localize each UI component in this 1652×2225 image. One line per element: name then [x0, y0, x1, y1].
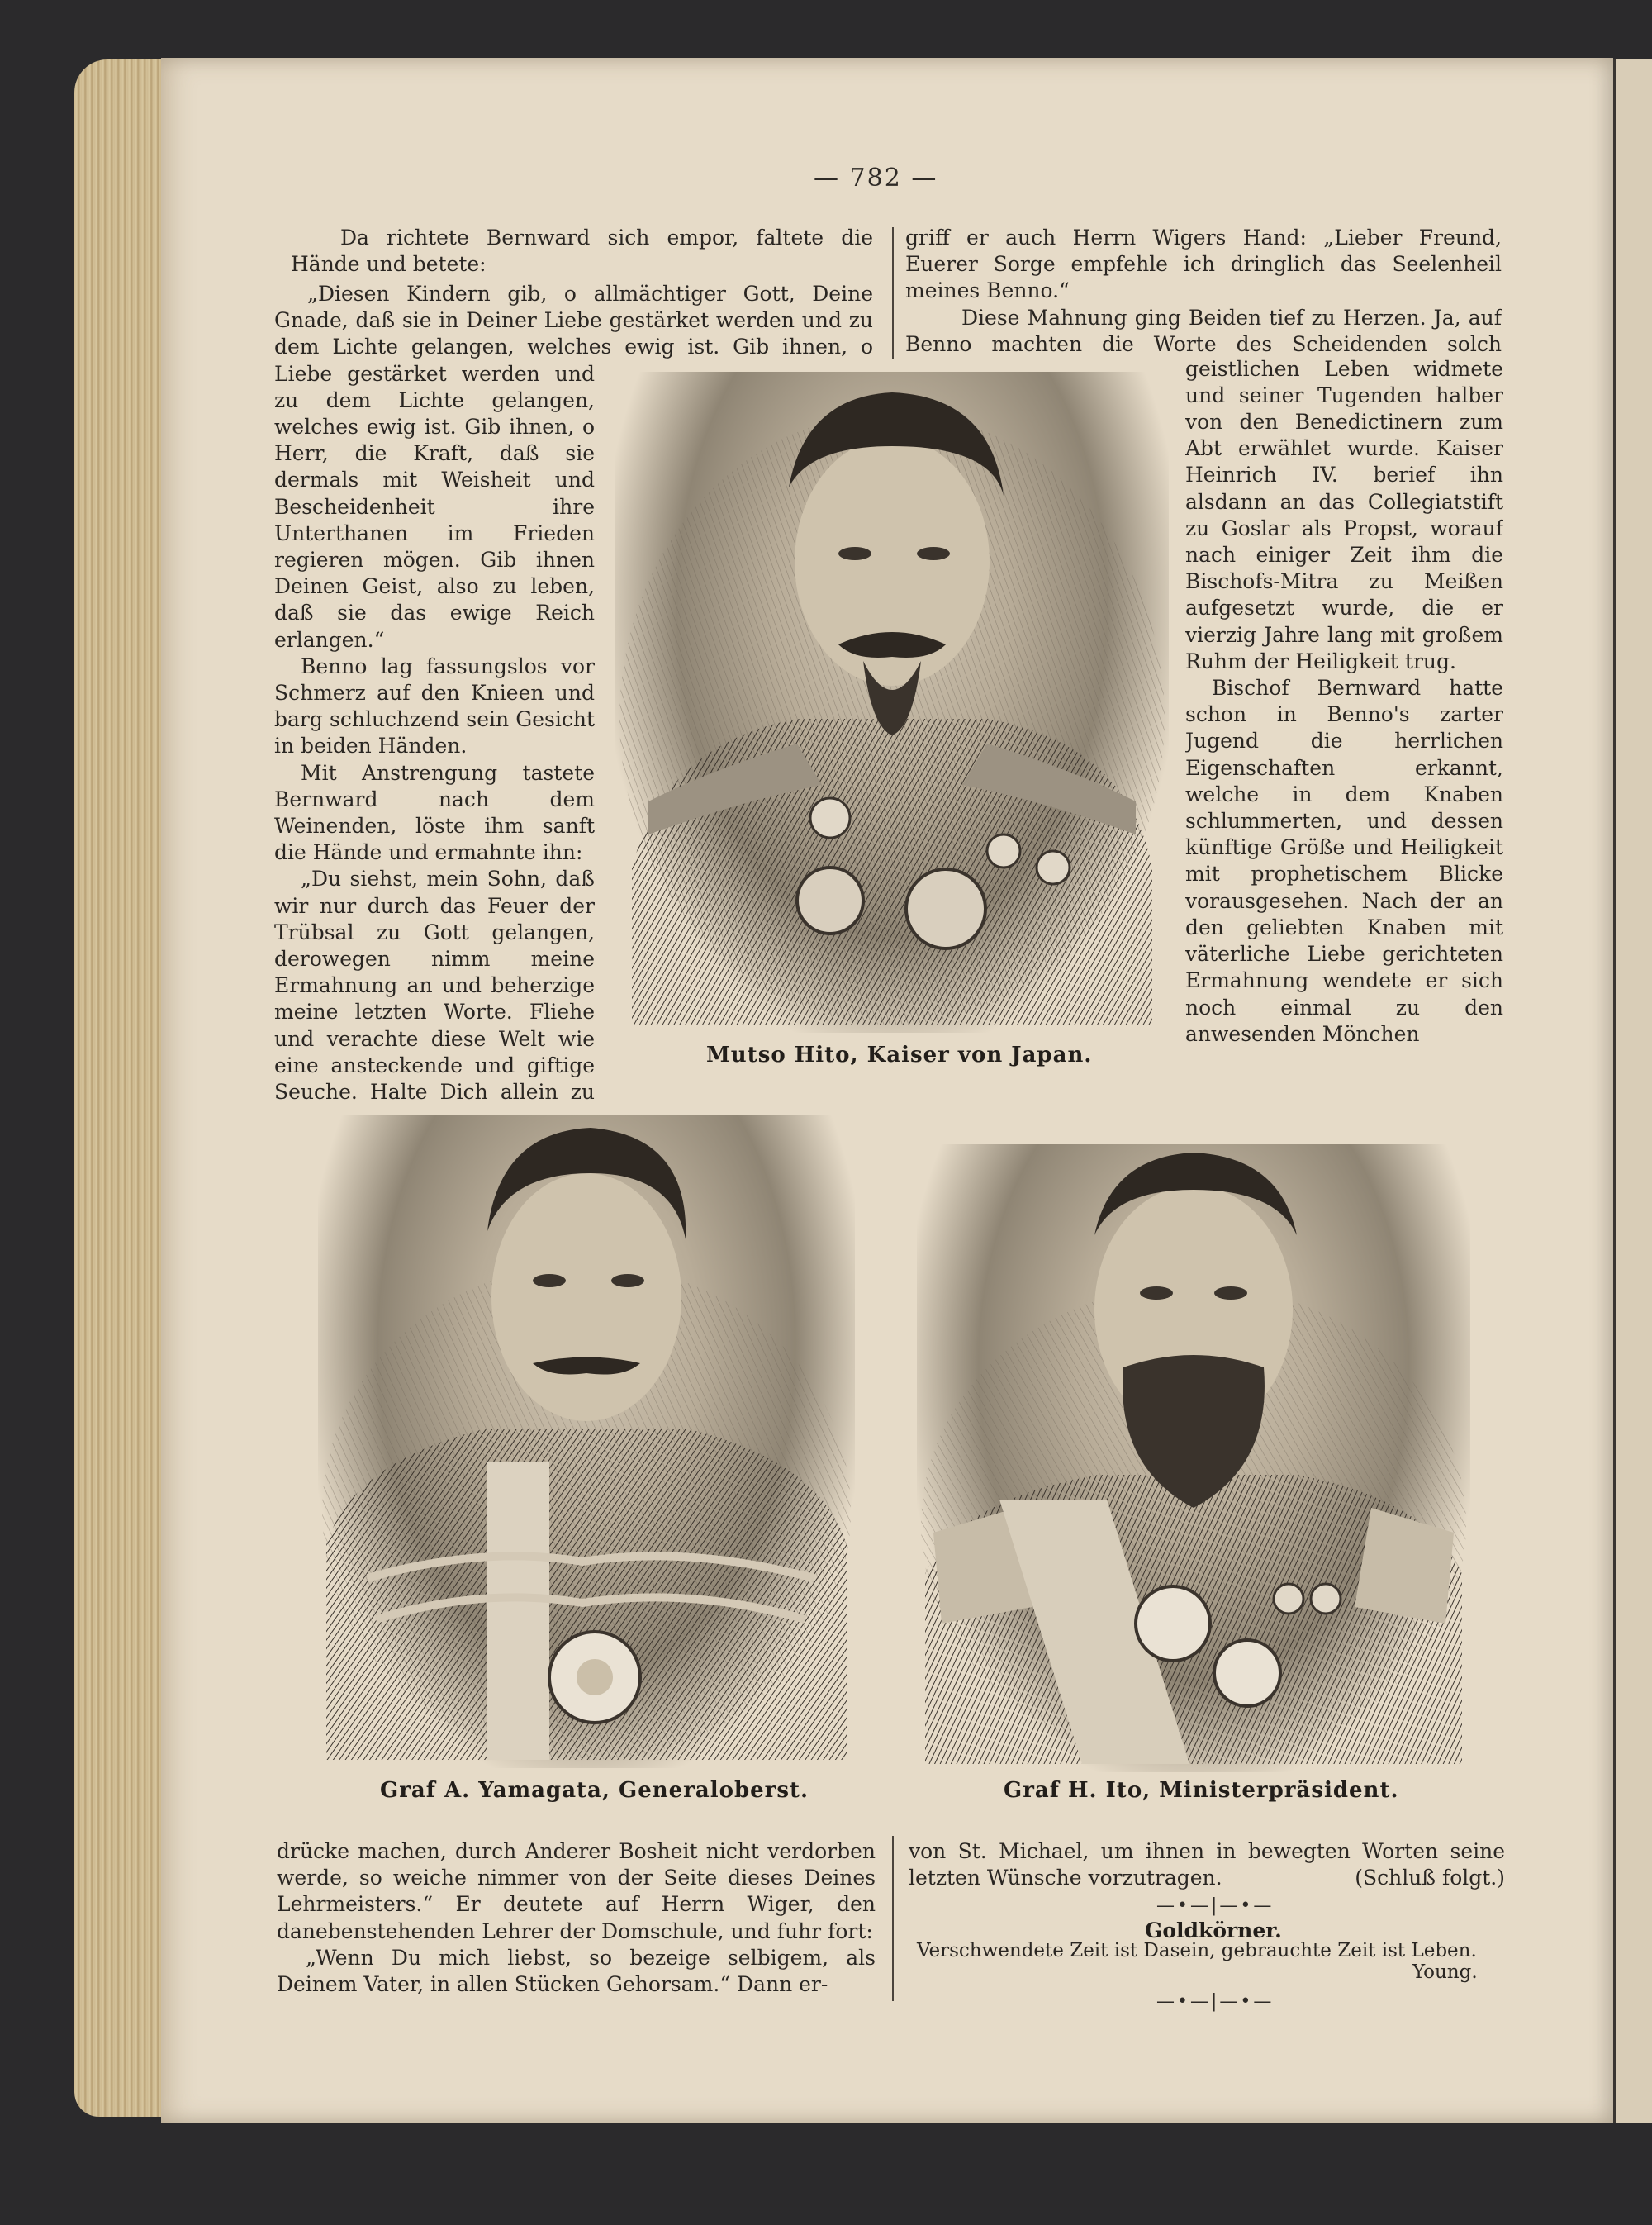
- portrait-yamagata: [318, 1115, 855, 1768]
- paragraph: Bischof Bernward hatte schon in Benno's zarter Jugend die herrlichen Eigenschaften erkannt, welche in dem Knaben schlummerten, und dessen künftige Größe und Heiligkeit mit prophetischem Blicke vorausgesehen. Nach der an den geliebten Knaben mit väterliche Liebe gerichteten Ermahnung wendete er sich noch einmal zu den anwesenden Mönchen: [1185, 676, 1503, 1046]
- paragraph: Diese Mahnung ging Beiden tief zu Herzen. Ja, auf Benno machten die Worte des Scheidenden solch: [905, 305, 1502, 356]
- paragraph-continued: Liebe gestärket werden und zu dem Lichte gelangen, welches ewig ist. Gib ihnen, o Herr, die Kraft, daß sie dermals mit Weisheit und Bescheidenheit ihre Unterthanen im Frieden regieren mögen. Gib ihnen Deinen Geist, also zu leben, daß sie das ewige Reich erlangen.“: [274, 361, 595, 652]
- goldkoerner-title: Goldkörner.: [1145, 1918, 1282, 1942]
- paragraph: Benno lag fassungslos vor Schmerz auf den Knieen und barg schluchzend sein Gesicht in beiden Händen.: [274, 654, 595, 758]
- left-column-narrow: [274, 360, 595, 1104]
- caption-yamagata: Graf A. Yamagata, Generaloberst.: [380, 1778, 809, 1803]
- paragraph: griff er auch Herrn Wigers Hand: „Lieber Freund, Euerer Sorge empfehle ich dringlich das Seelenheil meines Benno.“: [905, 226, 1502, 303]
- caption-ito: Graf H. Ito, Ministerpräsident.: [1004, 1778, 1399, 1803]
- left-column-top-intro: [291, 225, 873, 278]
- paragraph: „Diesen Kindern gib, o allmächtiger Gott, Deine Gnade, daß sie in Deiner Liebe gestärket werden und zu dem Lichte gelangen, welches ewig ist. Gib ihnen, o: [274, 282, 873, 359]
- page-number: — 782 —: [814, 164, 938, 193]
- paragraph: [909, 1838, 1505, 1891]
- left-column-top: [274, 281, 873, 360]
- goldkoerner-author: Young.: [1412, 1961, 1478, 1983]
- to-be-continued: (Schluß folgt.): [1355, 1866, 1505, 1890]
- caption-mutsuhito: Mutso Hito, Kaiser von Japan.: [706, 1043, 1093, 1067]
- right-column-bottom: [909, 1838, 1505, 1891]
- ornament-top: —•—|—•—: [1156, 1895, 1275, 1916]
- paragraph: „Du siehst, mein Sohn, daß wir nur durch das Feuer der Trübsal zu Gott gelangen, derowegen nimm meine Ermahnung an und beherzige meine letzten Worte. Fliehe und verachte diese Welt wie eine ansteckende und giftige Seuche. Halte Dich allein zu: [274, 867, 595, 1104]
- portrait-ito: [917, 1144, 1470, 1772]
- engraving-illustration: [917, 1144, 1470, 1772]
- column-divider-top: [892, 227, 894, 359]
- left-column-bottom: [277, 1838, 876, 1998]
- engraving-illustration: [318, 1115, 855, 1768]
- paragraph: „Wenn Du mich liebst, so bezeige selbigem, als Deinem Vater, in allen Stücken Gehorsam.“ Dann er-: [277, 1945, 876, 1997]
- engraving-illustration: [615, 372, 1169, 1033]
- paragraph: Da richtete Bernward sich empor, faltete die Hände und betete:: [291, 226, 873, 277]
- adjacent-page: [1613, 59, 1652, 2123]
- portrait-mutsuhito: [615, 372, 1169, 1033]
- goldkoerner-motto: Verschwendete Zeit ist Dasein, gebrauchte Zeit ist Leben.: [917, 1940, 1477, 1961]
- paragraph-continued: geistlichen Leben widmete und seiner Tugenden halber von den Benedictinern zum Abt erwählet wurde. Kaiser Heinrich IV. berief ihn alsdann an das Collegiatstift zu Goslar als Propst, worauf nach einiger Zeit ihm die Bischofs-Mitra zu Meißen aufgesetzt wurde, die er vierzig Jahre lang mit großem Ruhm der Heiligkeit trug.: [1185, 358, 1503, 673]
- paragraph: Mit Anstrengung tastete Bernward nach dem Weinenden, löste ihm sanft die Hände und ermahnte ihn:: [274, 760, 595, 865]
- right-column-narrow: [1185, 358, 1503, 1101]
- column-divider-bottom: [892, 1836, 894, 2001]
- closing-text: von St. Michael, um ihnen in bewegten Worten seine letzten Wünsche vorzutragen.: [909, 1839, 1505, 1890]
- right-column-top-intro: [905, 225, 1502, 357]
- paragraph: drücke machen, durch Anderer Bosheit nicht verdorben werde, so weiche nimmer von der Seite dieses Deines Lehrmeisters.“ Er deutete auf Herrn Wiger, den danebenstehenden Lehrer der Domschule, und fuhr fort:: [277, 1839, 876, 1943]
- ornament-bottom: —•—|—•—: [1156, 1991, 1275, 2012]
